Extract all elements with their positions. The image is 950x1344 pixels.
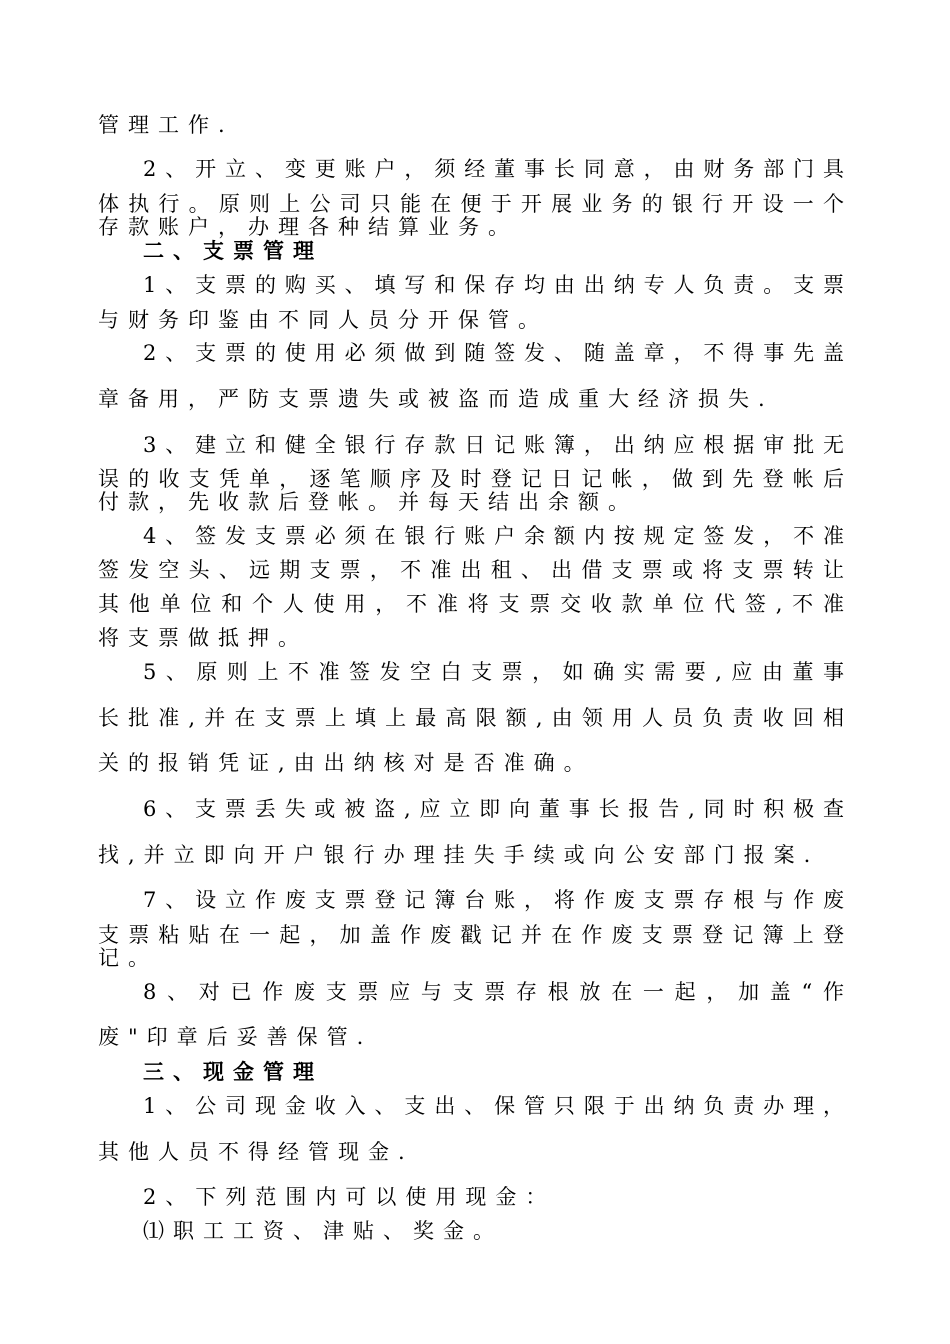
text-line: 1、公司现金收入、支出、保管只限于出纳负责办理， [143,1094,844,1118]
text-line: 误的收支凭单，逐笔顺序及时登记日记帐，做到先登帐后 [98,467,844,491]
text-line: 章备用，严防支票遗失或被盗而造成重大经济损失. [98,387,774,411]
text-line: 记。 [98,946,158,970]
text-line: 长批准,并在支票上填上最高限额,由领用人员负责收回相 [98,706,844,730]
text-line: 6、支票丢失或被盗,应立即向董事长报告,同时积极查 [143,797,844,821]
text-line: 2、开立、变更账户，须经董事长同意，由财务部门具 [143,157,844,181]
text-line: 付款，先收款后登帐。并每天结出余额。 [98,490,638,514]
text-line: 2、支票的使用必须做到随签发、随盖章，不得事先盖 [143,341,844,365]
list-item: ⑴职工工资、津贴、奖金。 [143,1219,503,1243]
text-line: 管理工作. [98,113,234,137]
text-line: 2、下列范围内可以使用现金： [143,1185,556,1209]
text-line: 其他单位和个人使用，不准将支票交收款单位代签,不准 [98,592,844,616]
text-line: 8、对已作废支票应与支票存根放在一起，加盖“作 [143,980,844,1004]
text-line: 找,并立即向开户银行办理挂失手续或向公安部门报案. [98,843,820,867]
text-line: 体执行。原则上公司只能在便于开展业务的银行开设一个 [98,192,844,216]
text-line: 7、设立作废支票登记簿台账，将作废支票存根与作废 [143,888,844,912]
text-line: 4、签发支票必须在银行账户余额内按规定签发，不准 [143,524,844,548]
text-line: 5、原则上不准签发空白支票，如确实需要,应由董事 [143,660,844,684]
text-line: 支票粘贴在一起，加盖作废戳记并在作废支票登记簿上登 [98,923,844,947]
text-line: 签发空头、远期支票，不准出租、出借支票或将支票转让 [98,558,844,582]
section-heading: 三、现金管理 [143,1059,323,1084]
text-line: 存款账户，办理各种结算业务。 [98,215,518,239]
text-line: 3、建立和健全银行存款日记账簿，出纳应根据审批无 [143,433,844,457]
text-line: 其他人员不得经管现金. [98,1140,414,1164]
text-line: 1、支票的购买、填写和保存均由出纳专人负责。支票 [143,273,844,297]
text-line: 废"印章后妥善保管. [98,1025,373,1049]
text-line: 将支票做抵押。 [98,626,308,650]
section-heading: 二、支票管理 [143,238,323,263]
text-line: 关的报销凭证,由出纳核对是否准确。 [98,751,594,775]
text-line: 与财务印鉴由不同人员分开保管。 [98,308,548,332]
